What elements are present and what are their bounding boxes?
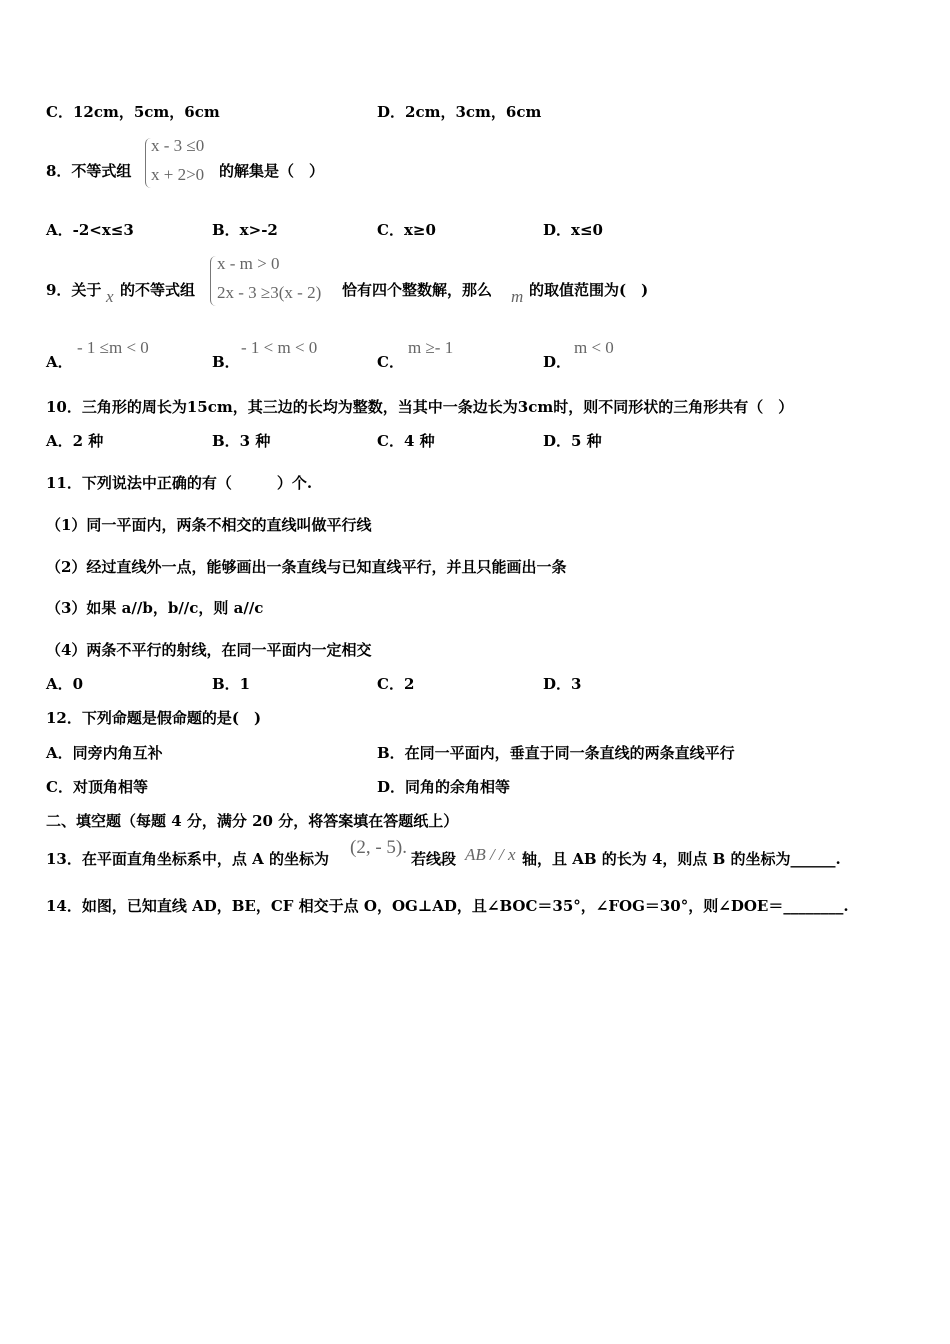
- q9-suffix: 的取值范围为( ): [529, 281, 649, 299]
- q8-system-line1: x - 3 ≤0: [151, 136, 205, 155]
- q12-option-b: B．在同一平面内，垂直于同一条直线的两条直线平行: [377, 744, 735, 762]
- q9-option-d-math: m < 0: [574, 338, 614, 357]
- q11-option-c: C．2: [377, 675, 415, 693]
- q11-option-d: D．3: [543, 675, 582, 693]
- q8-option-a: A．-2<x≤3: [46, 221, 134, 239]
- q10-option-c: C．4 种: [377, 432, 435, 450]
- q13-suffix: 轴，且 AB 的长为 4，则点 B 的坐标为______.: [522, 850, 841, 868]
- q7-option-c: C．12cm，5cm，6cm: [46, 103, 220, 121]
- q12-stem: 12．下列命题是假命题的是( ): [46, 709, 262, 727]
- q7-option-d: D．2cm，3cm，6cm: [377, 103, 542, 121]
- q9-system-line1: x - m > 0: [217, 254, 280, 273]
- q12-option-d: D．同角的余角相等: [377, 778, 511, 796]
- q11-statement-1: （1）同一平面内，两条不相交的直线叫做平行线: [46, 516, 372, 534]
- q9-option-d-label: D．: [543, 353, 572, 371]
- q9-mid2: 恰有四个整数解，那么: [342, 281, 493, 299]
- q11-statement-2: （2）经过直线外一点，能够画出一条直线与已知直线平行，并且只能画出一条: [46, 558, 567, 576]
- q8-option-b: B．x>-2: [212, 221, 278, 239]
- q10-option-a: A．2 种: [46, 432, 104, 450]
- q13-prefix: 13．在平面直角坐标系中，点 A 的坐标为: [46, 850, 329, 868]
- q11-stem: 11．下列说法中正确的有（ ）个.: [46, 474, 313, 492]
- q10-option-b: B．3 种: [212, 432, 271, 450]
- q11-option-b: B．1: [212, 675, 251, 693]
- q13-coordinate: (2, - 5).: [350, 837, 407, 858]
- q9-option-c-math: m ≥- 1: [408, 338, 454, 357]
- q9-brace: [210, 256, 217, 306]
- q11-option-a: A．0: [46, 675, 84, 693]
- q9-option-a-label: A．: [46, 353, 73, 371]
- q10-stem: 10．三角形的周长为15cm，其三边的长均为整数，当其中一条边长为3cm时，则不同形状的三角形共有（ ）: [46, 398, 794, 416]
- q13-mid: 若线段: [411, 850, 457, 868]
- q8-prefix: 8．不等式组: [46, 162, 132, 180]
- q11-statement-4: （4）两条不平行的射线，在同一平面内一定相交: [46, 641, 372, 659]
- q14-stem: 14．如图，已知直线 AD，BE，CF 相交于点 O，OG⊥AD，且∠BOC＝35°，∠FOG＝30°，则∠DOE＝________.: [46, 897, 849, 915]
- q9-option-b-label: B．: [212, 353, 240, 371]
- q8-option-d: D．x≤0: [543, 221, 603, 239]
- q9-system-line2: 2x - 3 ≥3(x - 2): [217, 283, 322, 302]
- q10-option-d: D．5 种: [543, 432, 602, 450]
- q9-variable-x: x: [106, 287, 114, 306]
- section-2-title: 二、填空题（每题 4 分，满分 20 分，将答案填在答题纸上）: [46, 812, 459, 830]
- q9-option-c-label: C．: [377, 353, 404, 371]
- q8-suffix: 的解集是（ ）: [219, 162, 325, 180]
- q8-option-c: C．x≥0: [377, 221, 436, 239]
- q9-option-b-math: - 1 < m < 0: [241, 338, 318, 357]
- q8-system-line2: x + 2>0: [151, 165, 205, 184]
- q9-option-a-math: - 1 ≤m < 0: [77, 338, 149, 357]
- q11-statement-3: （3）如果 a//b，b//c，则 a//c: [46, 599, 264, 617]
- q12-option-a: A．同旁内角互补: [46, 744, 163, 762]
- q9-prefix: 9．关于: [46, 281, 102, 299]
- q9-variable-m: m: [511, 287, 524, 306]
- q9-mid: 的不等式组: [120, 281, 196, 299]
- q13-segment: AB / / x: [465, 845, 516, 864]
- q12-option-c: C．对顶角相等: [46, 778, 148, 796]
